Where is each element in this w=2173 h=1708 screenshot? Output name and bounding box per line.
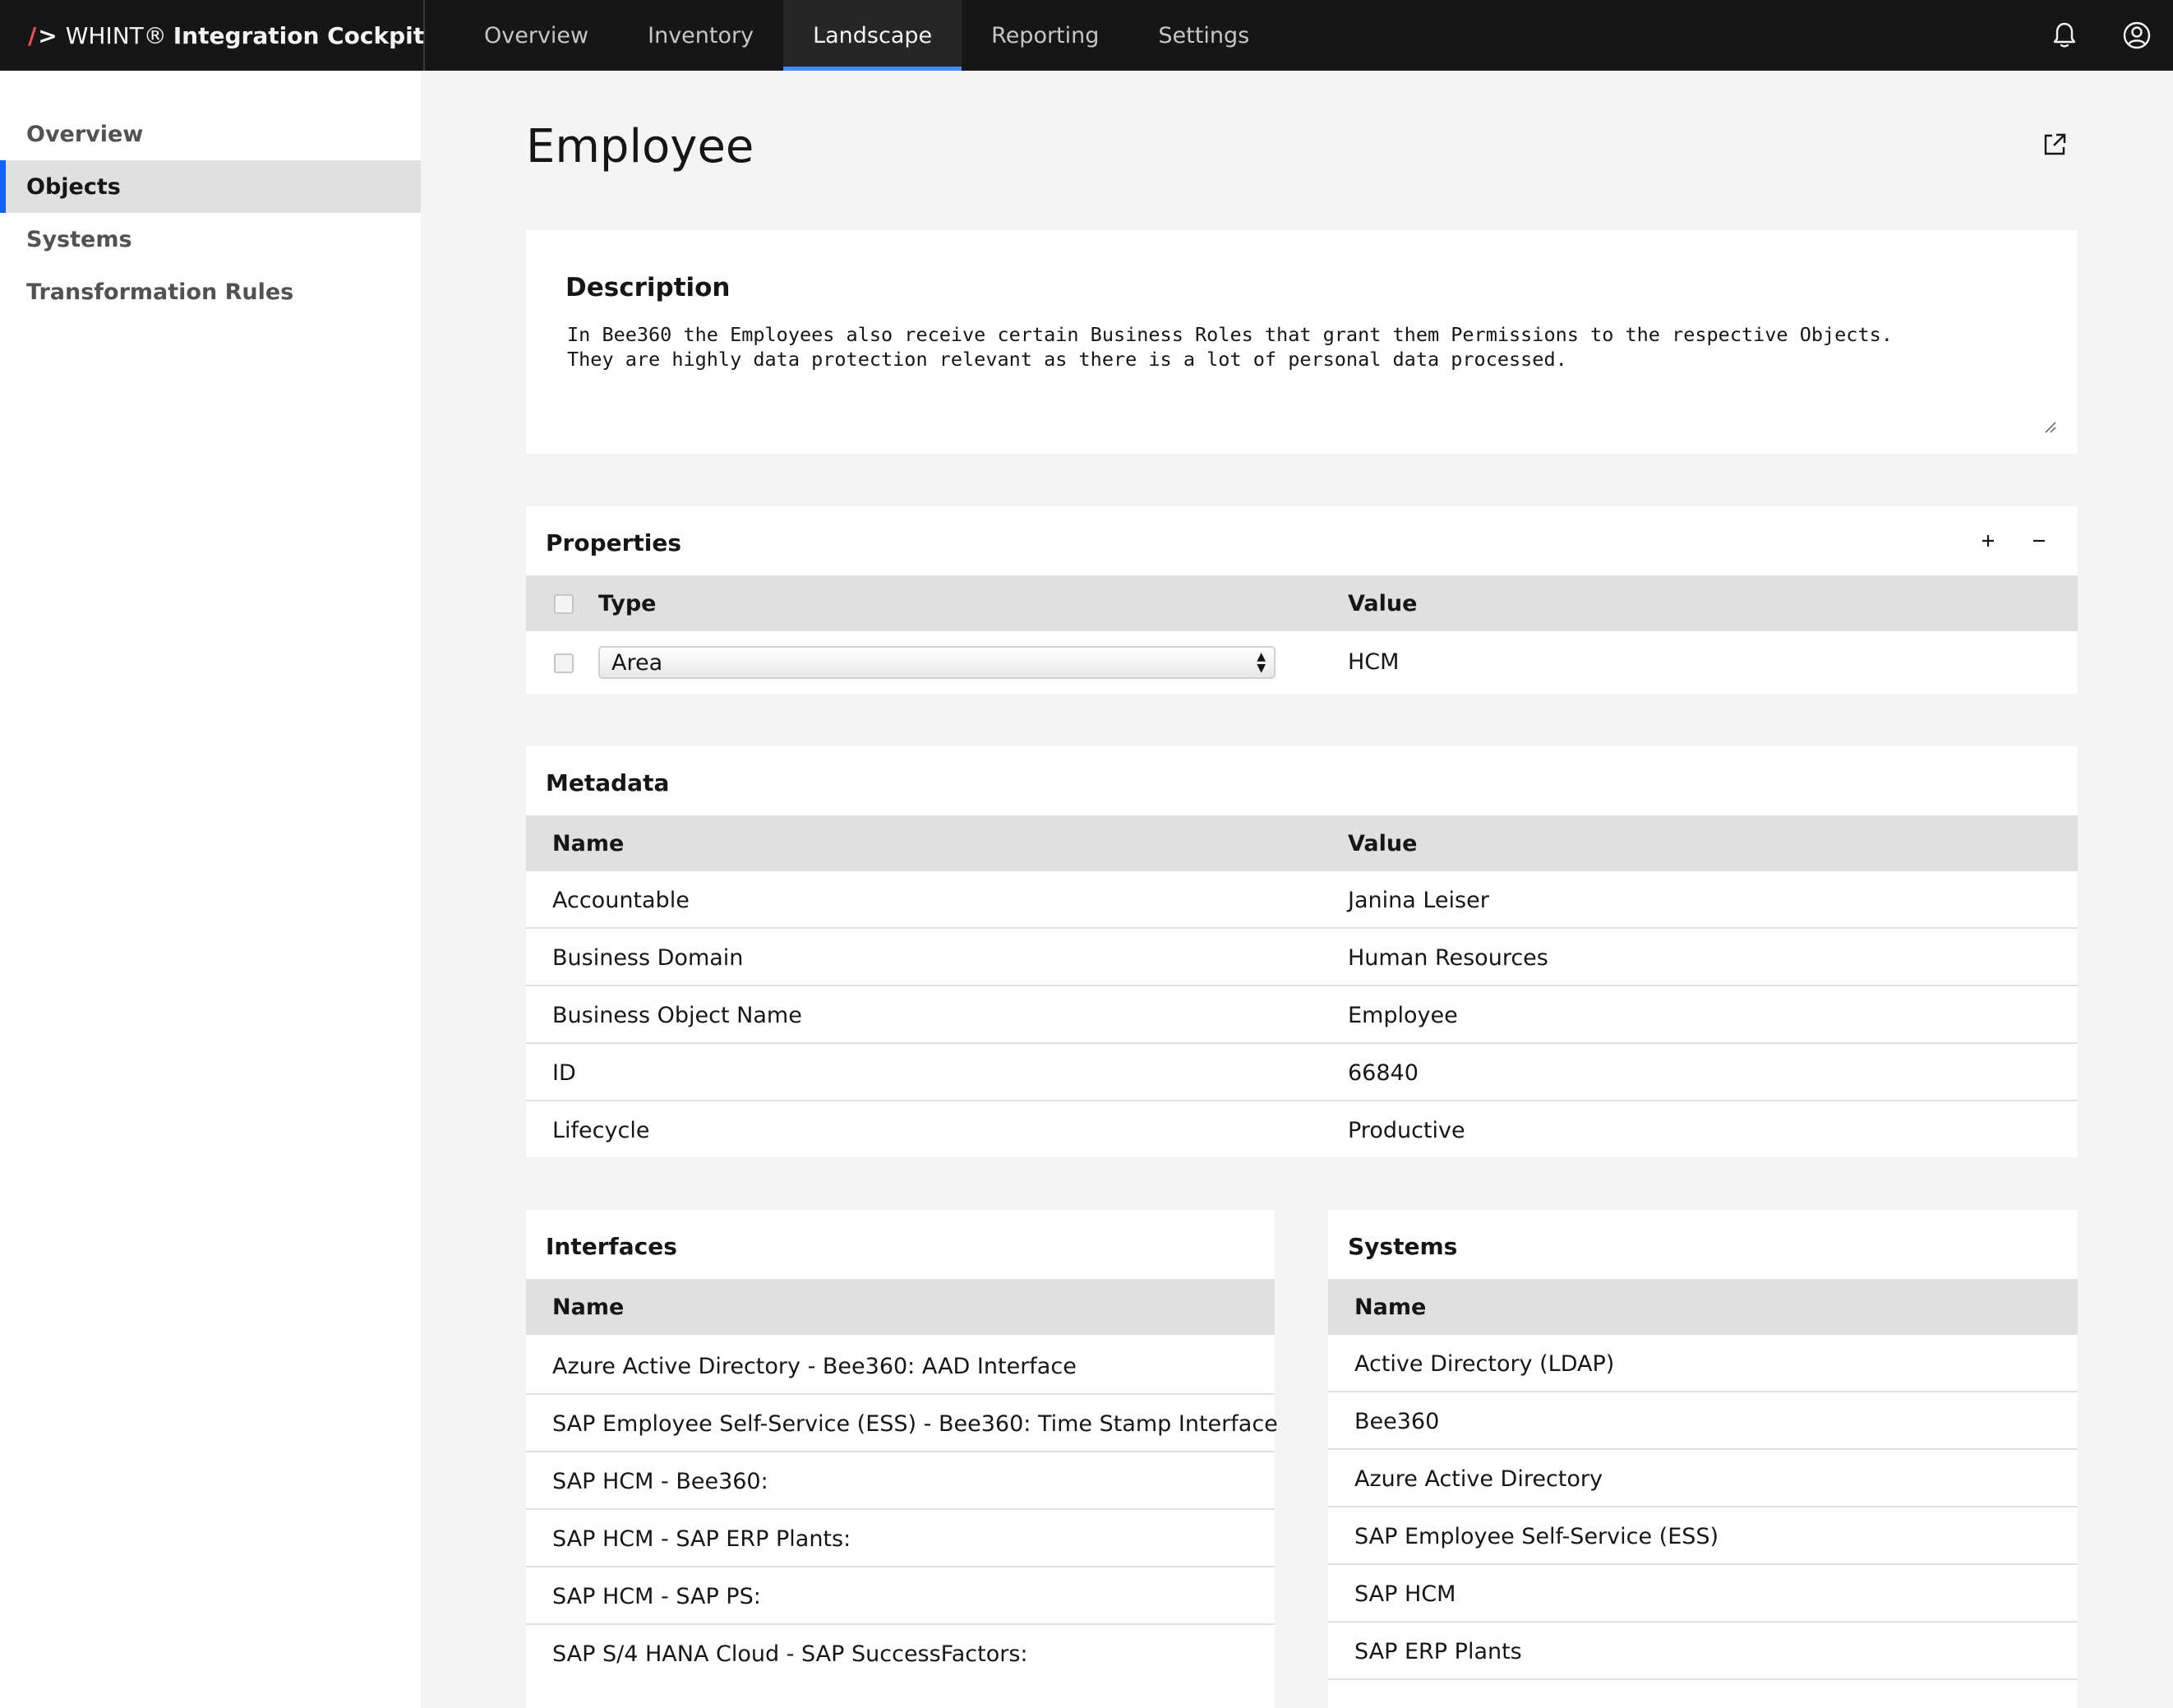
- table-row: [526, 1510, 1275, 1567]
- properties-card: [526, 506, 2078, 694]
- interfaces-card: [526, 1210, 1278, 1708]
- brand-chevron: >: [38, 21, 58, 49]
- top-header: [0, 0, 2173, 71]
- systems-title: Systems: [1348, 1233, 1458, 1260]
- interface-link[interactable]: SAP HCM - Bee360:: [552, 1468, 768, 1494]
- metadata-value: Janina Leiser: [1348, 887, 1489, 913]
- brand-slash: /: [28, 21, 37, 49]
- select-all-checkbox[interactable]: [554, 594, 574, 614]
- column-header-name: Name: [552, 1294, 625, 1320]
- metadata-value: Employee: [1348, 1002, 1458, 1028]
- bell-icon: [2051, 21, 2078, 49]
- system-link[interactable]: SAP Employee Self-Service (ESS): [1354, 1523, 1719, 1549]
- table-row: [1328, 1335, 2078, 1392]
- metadata-value: Human Resources: [1348, 944, 1548, 971]
- table-row: [526, 1337, 1275, 1395]
- table-row: [526, 1044, 2078, 1101]
- top-nav: [454, 0, 1279, 71]
- property-type-select[interactable]: [598, 646, 1276, 679]
- column-header-name: Name: [552, 830, 625, 856]
- table-row: [526, 1101, 2078, 1159]
- row-select-checkbox[interactable]: [554, 653, 574, 673]
- notifications-button[interactable]: [2028, 0, 2101, 71]
- topnav-overview[interactable]: Overview: [484, 22, 589, 48]
- metadata-name: Business Object Name: [552, 1002, 802, 1028]
- description-title: Description: [565, 273, 731, 302]
- column-header-type: Type: [598, 590, 657, 616]
- table-row: [526, 986, 2078, 1044]
- property-type-value: Area: [611, 649, 663, 676]
- property-value: HCM: [1348, 649, 1400, 675]
- topnav-settings[interactable]: Settings: [1158, 22, 1250, 48]
- interface-link[interactable]: SAP Employee Self-Service (ESS) - Bee360: Time Stamp Interface: [552, 1410, 1278, 1437]
- page-title: Employee: [526, 120, 754, 173]
- add-property-button[interactable]: [1963, 519, 2014, 562]
- sidenav-item-objects[interactable]: Objects: [0, 160, 421, 213]
- column-header-value: Value: [1348, 830, 1418, 856]
- metadata-title: Metadata: [546, 769, 670, 796]
- metadata-name: Accountable: [552, 887, 690, 913]
- system-link[interactable]: Bee360: [1354, 1408, 1440, 1434]
- interface-link[interactable]: SAP HCM - SAP PS:: [552, 1583, 761, 1609]
- brand-name: WHINT®: [65, 21, 167, 49]
- select-arrows-icon: ▲ ▼: [1257, 650, 1266, 675]
- description-card: [526, 230, 2078, 454]
- topnav-reporting[interactable]: Reporting: [991, 22, 1100, 48]
- systems-card: [1328, 1210, 2078, 1708]
- table-row: [526, 1567, 1275, 1625]
- user-avatar-icon: [2122, 21, 2152, 50]
- table-row: [1328, 1507, 2078, 1565]
- table-row: [526, 929, 2078, 986]
- table-row: [1328, 1623, 2078, 1680]
- open-external-button[interactable]: [2038, 128, 2071, 161]
- launch-icon: [2038, 128, 2071, 161]
- metadata-value: 66840: [1348, 1059, 1419, 1086]
- system-link[interactable]: Active Directory (LDAP): [1354, 1350, 1615, 1377]
- header-actions: [2028, 0, 2173, 71]
- interfaces-table-header: [526, 1279, 1275, 1335]
- brand-logo[interactable]: [0, 0, 425, 71]
- interface-link[interactable]: Azure Active Directory - Bee360: AAD Interface: [552, 1353, 1077, 1379]
- system-link[interactable]: SAP HCM: [1354, 1581, 1456, 1607]
- table-row: [1328, 1565, 2078, 1623]
- interface-link[interactable]: SAP HCM - SAP ERP Plants:: [552, 1526, 851, 1552]
- system-link[interactable]: SAP ERP Plants: [1354, 1638, 1522, 1664]
- table-row: [526, 871, 2078, 929]
- table-row: [526, 1625, 1275, 1683]
- systems-table-header: [1328, 1279, 2078, 1335]
- topnav-landscape[interactable]: Landscape: [783, 0, 962, 71]
- sidenav-item-systems[interactable]: Systems: [26, 226, 132, 252]
- metadata-value: Productive: [1348, 1117, 1465, 1143]
- remove-property-button[interactable]: [2014, 519, 2065, 562]
- metadata-name: Lifecycle: [552, 1117, 650, 1143]
- description-textarea[interactable]: [567, 322, 2038, 404]
- main-content: [421, 71, 2173, 1708]
- metadata-name: ID: [552, 1059, 576, 1086]
- properties-table-header: [526, 575, 2078, 631]
- brand-product: Integration Cockpit: [173, 21, 425, 49]
- table-row: [526, 1452, 1275, 1510]
- metadata-table-header: [526, 815, 2078, 871]
- interface-link[interactable]: SAP S/4 HANA Cloud - SAP SuccessFactors:: [552, 1641, 1028, 1667]
- resize-grip-icon[interactable]: [2042, 419, 2057, 434]
- sidenav-item-overview[interactable]: Overview: [26, 121, 144, 147]
- metadata-name: Business Domain: [552, 944, 744, 971]
- user-profile-button[interactable]: [2101, 0, 2173, 71]
- plus-icon: [1980, 533, 1996, 549]
- side-nav: [0, 71, 421, 1708]
- sidenav-item-transformation-rules[interactable]: Transformation Rules: [26, 279, 294, 305]
- table-row: [1328, 1392, 2078, 1450]
- interfaces-title: Interfaces: [546, 1233, 677, 1260]
- column-header-value: Value: [1348, 590, 1418, 616]
- table-row: [1328, 1450, 2078, 1507]
- system-link[interactable]: Azure Active Directory: [1354, 1466, 1603, 1492]
- minus-icon: [2031, 533, 2047, 549]
- properties-title: Properties: [546, 529, 682, 556]
- topnav-inventory[interactable]: Inventory: [648, 22, 754, 48]
- properties-actions: [1963, 519, 2065, 562]
- column-header-name: Name: [1354, 1294, 1427, 1320]
- metadata-card: [526, 746, 2078, 1157]
- table-row: [526, 1395, 1278, 1452]
